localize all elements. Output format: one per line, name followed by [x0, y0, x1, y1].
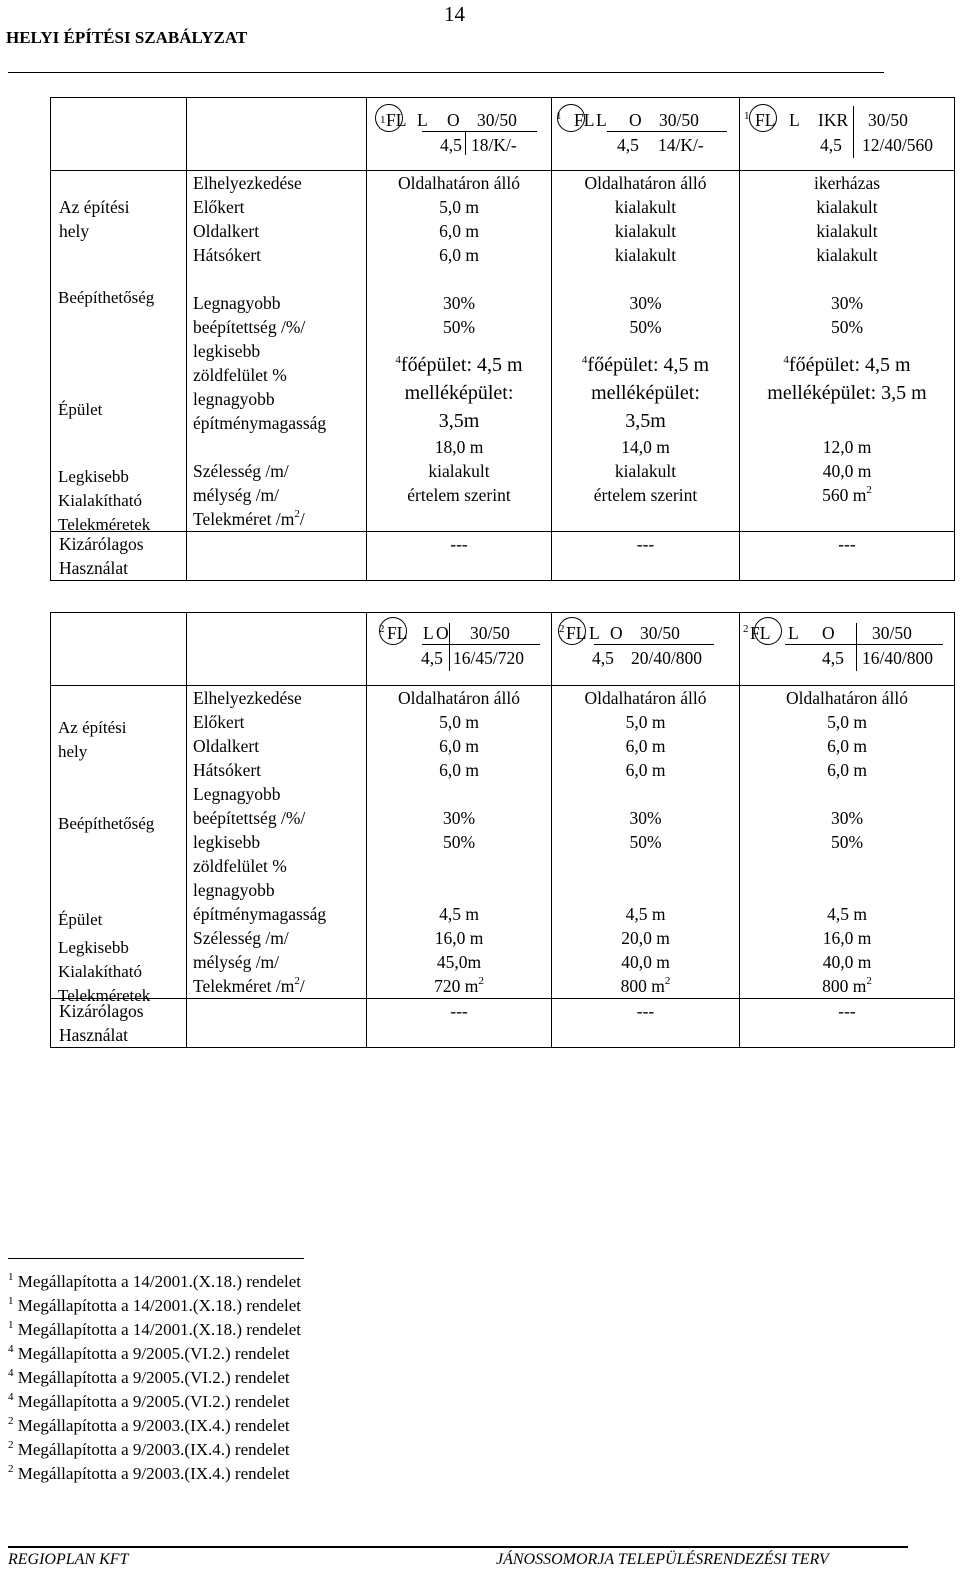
- footer-rule: [8, 1546, 908, 1548]
- page-number: 14: [444, 2, 465, 26]
- col3-values: ikerházas kialakult kialakult kialakult 30% 50% $^4$főépület: 4,5 m melléképület: 3,5 m 12,0 m 40,0 m 560 $m^2$: [740, 171, 955, 532]
- footnote-item: $^4$ Megállapította a 9/2005.(VI.2.) rendelet: [8, 1343, 290, 1363]
- footnote-list: [8, 1270, 301, 1486]
- table2-corner: [51, 613, 187, 686]
- footnote-item: $^4$ Megállapította a 9/2005.(VI.2.) rendelet: [8, 1391, 290, 1411]
- zone-code-fl-l-o-800b: 2 FL L O 30/50 4,5 16/40/800: [740, 613, 955, 686]
- row-label-epitesi-hely: Az építési hely: [51, 171, 187, 532]
- zoning-table-1: 1 FL L O 30/50 4,5 18/K/- 1 FL L O 30/50 4,5 14/K/- 1 FL L IKR 30/50 4,5 12/40/560 Az építési hely Elhelyezkedése Előkert Oldalkert Hátsókert Legnagyobb beépítettség /%/ legkisebb zöldfelület % legnagyobb építménymagasság Szélesség /m/ mélység /m/ Telekméret $/m^2/$ Oldalhatáron álló 5,0 m 6,0 m 6,0 m 30% 50% $^4$főépület: 4,5 m melléképület: 3,5m 18,0 m kialakult értelem szerint Oldalhatáron álló kialakult kialakult kialakult 30% 50% $^4$főépület: 4,5 m melléképület: 3,5m 14,0 m kialakult értelem szerint ikerházas kialakult kialakult kialakult 30% 50% $^4$főépület: 4,5 m melléképület: 3,5 m 12,0 m 40,0 m 560 $m^2$ Kizárólagos Használat --- --- ---: [50, 97, 955, 581]
- row-sub-epitesi-hely: Elhelyezkedése Előkert Oldalkert Hátsókert Legnagyobb beépítettség /%/ legkisebb zöldfelület % legnagyobb építménymagasság Szélesség /m/ mélység /m/ Telekméret $/m^2/$: [187, 171, 367, 532]
- row-label-epulet: Épület: [58, 400, 103, 419]
- document-title: HELYI ÉPÍTÉSI SZABÁLYZAT: [6, 28, 248, 47]
- footnote-item: $^2$ Megállapította a 9/2003.(IX.4.) rendelet: [8, 1415, 290, 1435]
- table1-corner: [51, 98, 187, 171]
- t2-col2-values: Oldalhatáron álló 5,0 m 6,0 m 6,0 m 30% 50% 4,5 m 20,0 m 40,0 m 800 $m^2$: [552, 686, 740, 999]
- table2-corner-sub: [187, 613, 367, 686]
- t2-row-label-epitesi-hely: Az építési hely: [58, 718, 127, 761]
- footnote-item: $^2$ Megállapította a 9/2003.(IX.4.) rendelet: [8, 1463, 290, 1483]
- t2-row-label-telekmeretek: Legkisebb Kialakítható Telekméretek: [58, 938, 151, 1005]
- footnote-item: $^1$ Megállapította a 14/2001.(X.18.) rendelet: [8, 1295, 301, 1315]
- zone-code-fl-l-ikr: 1 FL L IKR 30/50 4,5 12/40/560: [740, 98, 955, 171]
- footer-project: JÁNOSSOMORJA TELEPÜLÉSRENDEZÉSI TERV: [496, 1551, 829, 1568]
- t2-col3-values: Oldalhatáron álló 5,0 m 6,0 m 6,0 m 30% 50% 4,5 m 16,0 m 40,0 m 800 $m^2$: [740, 686, 955, 999]
- col2-values: Oldalhatáron álló kialakult kialakult kialakult 30% 50% $^4$főépület: 4,5 m melléképület: 3,5m 14,0 m kialakult értelem szerint: [552, 171, 740, 532]
- row-label-kizarolagos: Kizárólagos Használat: [51, 532, 187, 581]
- row-sub-table2: Elhelyezkedése Előkert Oldalkert Hátsókert Legnagyobb beépítettség /%/ legkisebb zöldfelület % legnagyobb építménymagasság Szélesség /m/ mélység /m/ Telekméret $/m^2/$: [187, 686, 367, 999]
- footnote-item: $^1$ Megállapította a 14/2001.(X.18.) rendelet: [8, 1271, 301, 1291]
- footnote-item: $^1$ Megállapította a 14/2001.(X.18.) rendelet: [8, 1319, 301, 1339]
- header-rule: [8, 72, 884, 73]
- t2-col1-values: Oldalhatáron álló 5,0 m 6,0 m 6,0 m 30% 50% 4,5 m 16,0 m 45,0m 720 $m^2$: [367, 686, 552, 999]
- zone-code-fl-l-o-18: 1 FL L O 30/50 4,5 18/K/-: [367, 98, 552, 171]
- table1-corner-sub: [187, 98, 367, 171]
- footnote-item: $^2$ Megállapította a 9/2003.(IX.4.) rendelet: [8, 1439, 290, 1459]
- t2-row-label-epulet: Épület: [58, 910, 103, 929]
- row-label-telekmeretek: Legkisebb Kialakítható Telekméretek: [58, 467, 151, 534]
- t2-row-label-kizarolagos: Kizárólagos Használat: [51, 999, 187, 1048]
- row-label-beepithetoseg: Beépíthetőség: [58, 288, 155, 307]
- zone-code-fl-l-o-14: 1 FL L O 30/50 4,5 14/K/-: [552, 98, 740, 171]
- col1-values: Oldalhatáron álló 5,0 m 6,0 m 6,0 m 30% 50% $^4$főépület: 4,5 m melléképület: 3,5m 18,0 m kialakult értelem szerint: [367, 171, 552, 532]
- t2-row-label-beepithetoseg: Beépíthetőség: [58, 814, 155, 833]
- footnote-item: $^4$ Megállapította a 9/2005.(VI.2.) rendelet: [8, 1367, 290, 1387]
- zone-code-fl-l-o-720: 2 FL L O 30/50 4,5 16/45/720: [367, 613, 552, 686]
- zone-code-fl-l-o-800a: 2 FL L O 30/50 4,5 20/40/800: [552, 613, 740, 686]
- footer-company: REGIOPLAN KFT: [8, 1551, 129, 1568]
- footnote-rule: [8, 1258, 304, 1259]
- zoning-table-2: 2 FL L O 30/50 4,5 16/45/720 2 FL L O 30/50 4,5 20/40/800 2 FL L O 30/50 4,5 16/40/800 Elhelyezkedése Előkert Oldalkert Hátsókert Legnagyobb beépítettség /%/ legkisebb zöldfelület % legnagyobb építménymagasság Szélesség /m/ mélység /m/ Telekméret $/m^2/$ Oldalhatáron álló 5,0 m 6,0 m 6,0 m 30% 50% 4,5 m 16,0 m 45,0m 720 $m^2$ Oldalhatáron álló 5,0 m 6,0 m 6,0 m 30% 50% 4,5 m 20,0 m 40,0 m 800 $m^2$ Oldalhatáron álló 5,0 m 6,0 m 6,0 m 30% 50% 4,5 m 16,0 m 40,0 m 800 $m^2$ Kizárólagos Használat --- --- ---: [50, 612, 955, 1048]
